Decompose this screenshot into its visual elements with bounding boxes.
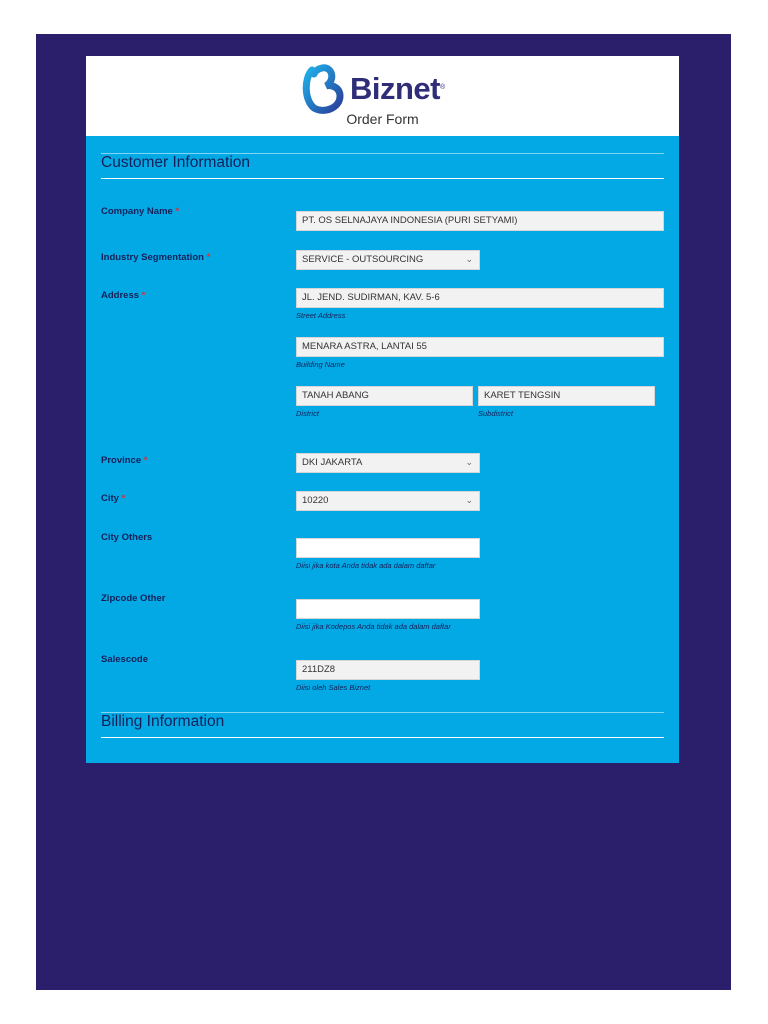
salescode-hint: Diisi oleh Sales Biznet <box>296 683 371 692</box>
company-name-label-text: Company Name <box>101 206 173 217</box>
billing-info-heading: Billing Information <box>101 713 225 730</box>
zipcode-other-label: Zipcode Other <box>101 593 166 604</box>
required-asterisk: * <box>121 493 126 504</box>
required-asterisk: * <box>143 455 148 466</box>
biznet-logo-icon <box>302 64 346 114</box>
industry-select[interactable] <box>296 250 480 270</box>
district-hint: District <box>296 409 319 418</box>
brand-logo <box>302 62 445 116</box>
district-input[interactable]: TANAH ABANG <box>296 386 473 406</box>
city-label-text: City <box>101 493 119 504</box>
chevron-down-icon: ⌄ <box>465 457 473 467</box>
required-asterisk: * <box>206 252 211 263</box>
industry-select-value: SERVICE - OUTSOURCING <box>302 254 424 265</box>
company-name-label <box>101 206 179 217</box>
city-label <box>101 493 125 504</box>
province-select[interactable] <box>296 453 480 473</box>
customer-info-section-header <box>101 153 664 179</box>
zipcode-other-hint: Diisi jika Kodepos Anda tidak ada dalam daftar <box>296 622 451 631</box>
street-address-input[interactable]: JL. JEND. SUDIRMAN, KAV. 5-6 <box>296 288 664 308</box>
company-name-input[interactable]: PT. OS SELNAJAYA INDONESIA (PURI SETYAMI) <box>296 211 664 231</box>
city-others-hint: Diisi jika kota Anda tidak ada dalam daftar <box>296 561 436 570</box>
order-form <box>86 56 679 763</box>
page-title: Order Form <box>346 111 419 127</box>
chevron-down-icon: ⌄ <box>465 254 473 264</box>
city-others-label: City Others <box>101 532 153 543</box>
address-label-text: Address <box>101 290 140 301</box>
zipcode-other-input[interactable] <box>296 599 480 619</box>
salescode-input[interactable]: 211DZ8 <box>296 660 480 680</box>
trademark-mark: ® <box>440 83 446 91</box>
billing-info-section-header <box>101 712 664 738</box>
industry-label <box>101 252 210 263</box>
province-label <box>101 455 147 466</box>
province-select-value: DKI JAKARTA <box>302 457 363 468</box>
address-label <box>101 290 145 301</box>
building-name-hint: Building Name <box>296 360 345 369</box>
city-select[interactable] <box>296 491 480 511</box>
required-asterisk: * <box>175 206 180 217</box>
industry-label-text: Industry Segmentation <box>101 252 204 263</box>
subdistrict-hint: Subdistrict <box>478 409 514 418</box>
chevron-down-icon: ⌄ <box>465 495 473 505</box>
brand-name: Biznet <box>350 71 440 106</box>
salescode-label: Salescode <box>101 654 148 665</box>
province-label-text: Province <box>101 455 142 466</box>
city-select-value: 10220 <box>302 495 329 506</box>
customer-info-heading: Customer Information <box>101 154 251 171</box>
required-asterisk: * <box>141 290 146 301</box>
form-header <box>86 56 679 136</box>
city-others-input[interactable] <box>296 538 480 558</box>
subdistrict-input[interactable]: KARET TENGSIN <box>478 386 655 406</box>
building-name-input[interactable]: MENARA ASTRA, LANTAI 55 <box>296 337 664 357</box>
street-address-hint: Street Address <box>296 311 346 320</box>
